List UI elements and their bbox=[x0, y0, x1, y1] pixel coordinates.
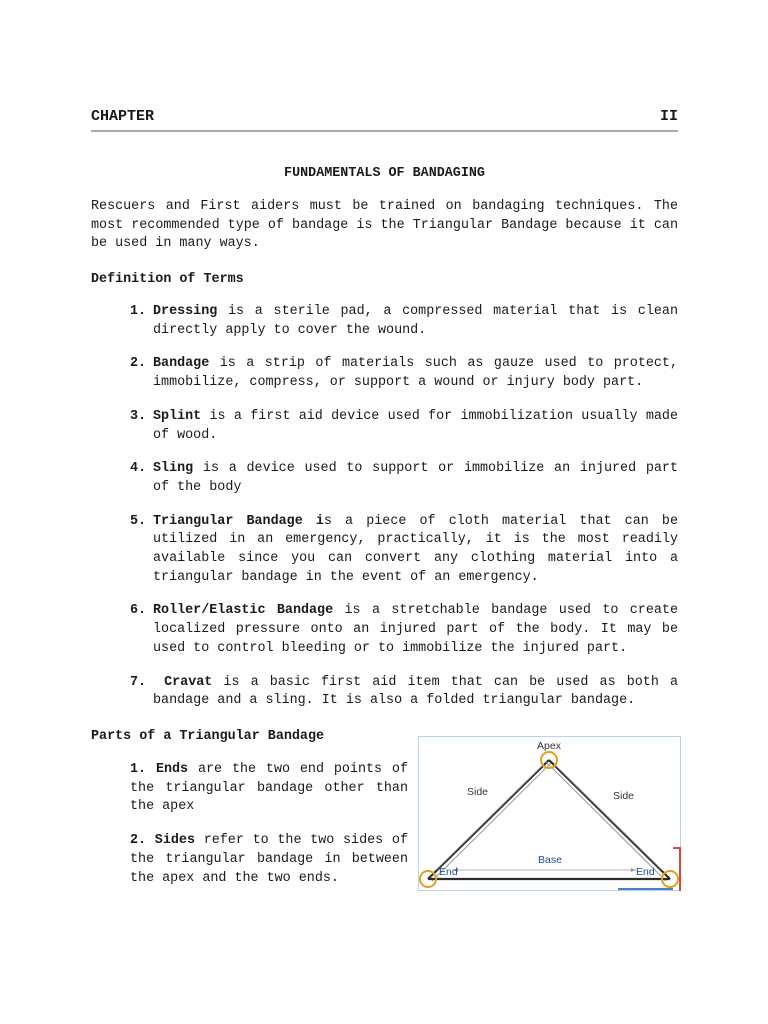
item-number: 7. bbox=[130, 674, 147, 690]
list-item bbox=[130, 674, 678, 711]
item-number: 6. bbox=[130, 603, 147, 619]
item-number: 2. bbox=[130, 356, 147, 372]
chapter-header bbox=[91, 107, 678, 127]
term-word: Splint bbox=[153, 408, 202, 424]
term-definition: is a basic first aid item that can be used as both a bandage and a sling. It is also a folded triangular bandage. bbox=[153, 674, 678, 709]
term-definition: is a stretchable bandage used to create localized pressure onto an injured part of the body. It may be used to control bleeding or to immobilize the injured part. bbox=[153, 603, 678, 656]
list-item bbox=[130, 355, 678, 392]
term-definition: is a sterile pad, a compressed material that is clean directly apply to cover the wound. bbox=[153, 304, 678, 338]
item-number: 5. bbox=[130, 513, 147, 529]
document-page bbox=[91, 0, 678, 1024]
term-word: Bandage bbox=[153, 356, 210, 372]
term-word: Triangular Bandage i bbox=[153, 513, 324, 529]
item-number: 2. bbox=[130, 833, 147, 849]
list-item bbox=[130, 513, 678, 588]
header-rule bbox=[91, 130, 678, 132]
chapter-number: II bbox=[659, 108, 678, 125]
apex-label: Apex bbox=[537, 740, 561, 752]
triangular-bandage-diagram bbox=[418, 736, 681, 891]
list-item bbox=[130, 408, 678, 445]
term-word: Roller/Elastic Bandage bbox=[153, 603, 334, 619]
term-word: Sling bbox=[153, 461, 194, 477]
term-word: Dressing bbox=[153, 304, 218, 319]
definitions-heading: Definition of Terms bbox=[91, 272, 244, 287]
list-item bbox=[130, 460, 678, 497]
base-label: Base bbox=[538, 854, 562, 866]
part-word: Sides bbox=[154, 833, 195, 849]
parts-heading: Parts of a Triangular Bandage bbox=[91, 729, 325, 744]
part-definition: are the two end points of the triangular bandage other than the apex bbox=[130, 762, 408, 815]
list-item bbox=[130, 832, 408, 888]
left-side-label: Side bbox=[467, 786, 489, 798]
term-definition: s a piece of cloth material that can be utilized in an emergency, practically, it is the most readily available since you can convert any clothing material into a triangular bandage in the event of an emergency. bbox=[153, 513, 678, 585]
term-definition: is a first aid device used for immobilization usually made of wood. bbox=[153, 408, 678, 443]
diagram-svg bbox=[418, 736, 681, 891]
list-item bbox=[130, 303, 678, 340]
item-number: 1. bbox=[130, 304, 147, 319]
item-number: 3. bbox=[130, 408, 147, 424]
list-item bbox=[130, 761, 408, 817]
parts-list bbox=[130, 761, 408, 903]
list-item bbox=[130, 602, 678, 658]
part-word: Ends bbox=[155, 762, 189, 777]
chapter-label: CHAPTER bbox=[91, 108, 155, 125]
term-word: Cravat bbox=[153, 674, 213, 690]
document-title: FUNDAMENTALS OF BANDAGING bbox=[284, 166, 485, 181]
intro-paragraph: Rescuers and First aiders must be trained on bandaging techniques. The most recommended type of bandage is the Triangular Bandage because it can be used in many ways. bbox=[91, 199, 678, 252]
item-number: 4. bbox=[130, 461, 147, 477]
item-number: 1. bbox=[130, 762, 147, 777]
right-end-label: End bbox=[636, 866, 655, 878]
left-end-label: End bbox=[439, 866, 458, 878]
part-definition: refer to the two sides of the triangular bandage in between the apex and the two ends. bbox=[130, 833, 408, 886]
right-side-label: Side bbox=[613, 790, 635, 802]
definitions-list bbox=[130, 303, 678, 726]
term-definition: is a device used to support or immobilize an injured part of the body bbox=[153, 461, 678, 495]
term-definition: is a strip of materials such as gauze used to protect, immobilize, compress, or support a wound or injury body part. bbox=[153, 356, 678, 391]
